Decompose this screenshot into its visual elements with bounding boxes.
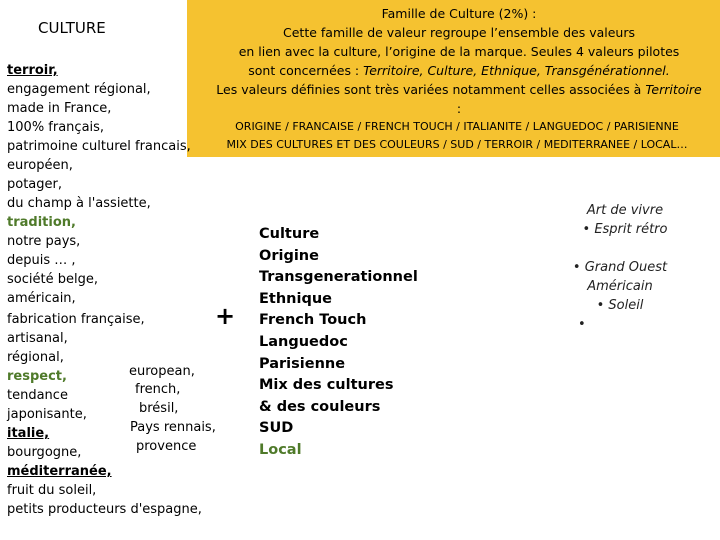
list-item: • Soleil xyxy=(596,298,644,313)
list-item: américain, xyxy=(7,291,76,306)
definition-line: en lien avec la culture, l’origine de la marque. Seules 4 valeurs pilotes xyxy=(238,44,680,59)
list-item: terroir, xyxy=(7,63,58,78)
list-item: tendance xyxy=(7,388,68,403)
list-item: fruit du soleil, xyxy=(7,483,97,498)
list-item: european, xyxy=(129,364,195,379)
list-item: french, xyxy=(135,382,181,397)
list-item: • xyxy=(578,317,586,332)
value-item: & des couleurs xyxy=(259,398,381,415)
values-line: MIX DES CULTURES ET DES COULEURS / SUD / TERROIR / MEDITERRANEE / LOCAL… xyxy=(226,138,688,151)
definition-line: Cette famille de valeur regroupe l’ensemble des valeurs xyxy=(283,25,635,40)
definition-line: Les valeurs définies sont très variées notamment celles associées à Territoire xyxy=(216,82,702,97)
plus-sign: + xyxy=(215,302,236,330)
list-item: notre pays, xyxy=(7,234,81,249)
list-item: petits producteurs d'espagne, xyxy=(7,502,202,517)
value-item: SUD xyxy=(259,420,294,437)
list-item: italie, xyxy=(7,426,50,441)
list-item: européen, xyxy=(7,158,73,173)
list-item: • Esprit rétro xyxy=(582,222,668,237)
list-item: Américain xyxy=(587,279,653,294)
value-item: Parisienne xyxy=(259,355,346,372)
value-item: Transgenerationnel xyxy=(259,269,418,286)
value-item: French Touch xyxy=(259,312,367,329)
list-item: respect, xyxy=(7,369,67,384)
list-item: brésil, xyxy=(139,401,179,416)
list-item: société belge, xyxy=(7,272,98,287)
list-item: engagement régional, xyxy=(7,82,151,97)
list-item: du champ à l'assiette, xyxy=(7,196,151,211)
list-item: tradition, xyxy=(7,215,76,230)
list-item: provence xyxy=(136,439,197,454)
list-item: bourgogne, xyxy=(7,445,82,460)
list-item: japonisante, xyxy=(7,407,87,422)
list-item: • Grand Ouest xyxy=(572,260,668,275)
right-list-top xyxy=(565,201,685,239)
value-item: Origine xyxy=(259,247,319,264)
value-list xyxy=(259,224,418,462)
definition-line: Famille de Culture (2%) : xyxy=(381,6,537,21)
list-item: depuis … , xyxy=(7,253,76,268)
list-item: artisanal, xyxy=(7,331,68,346)
value-item: Languedoc xyxy=(259,333,348,350)
list-item: fabrication française, xyxy=(7,312,145,327)
list-item: made in France, xyxy=(7,101,112,116)
values-line: ORIGINE / FRANCAISE / FRENCH TOUCH / ITALIANITE / LANGUEDOC / PARISIENNE xyxy=(235,120,679,133)
definition-line: sont concernées : Territoire, Culture, Ethnique, Transgénérationnel. xyxy=(248,63,670,78)
definition-line: : xyxy=(456,101,462,116)
list-item: régional, xyxy=(7,350,64,365)
value-item: Mix des cultures xyxy=(259,377,394,394)
page-title: CULTURE xyxy=(38,19,106,37)
definition-text xyxy=(203,4,715,118)
right-list-bottom xyxy=(560,258,680,334)
list-item: Pays rennais, xyxy=(130,420,216,435)
value-item: Local xyxy=(259,441,302,458)
list-item: patrimoine culturel francais, xyxy=(7,139,191,154)
definition-values xyxy=(197,118,717,154)
list-item: potager, xyxy=(7,177,62,192)
value-item: Culture xyxy=(259,226,320,242)
list-item: Art de vivre xyxy=(586,203,664,218)
list-item: 100% français, xyxy=(7,120,105,135)
value-item: Ethnique xyxy=(259,290,332,307)
list-item: méditerranée, xyxy=(7,464,112,479)
